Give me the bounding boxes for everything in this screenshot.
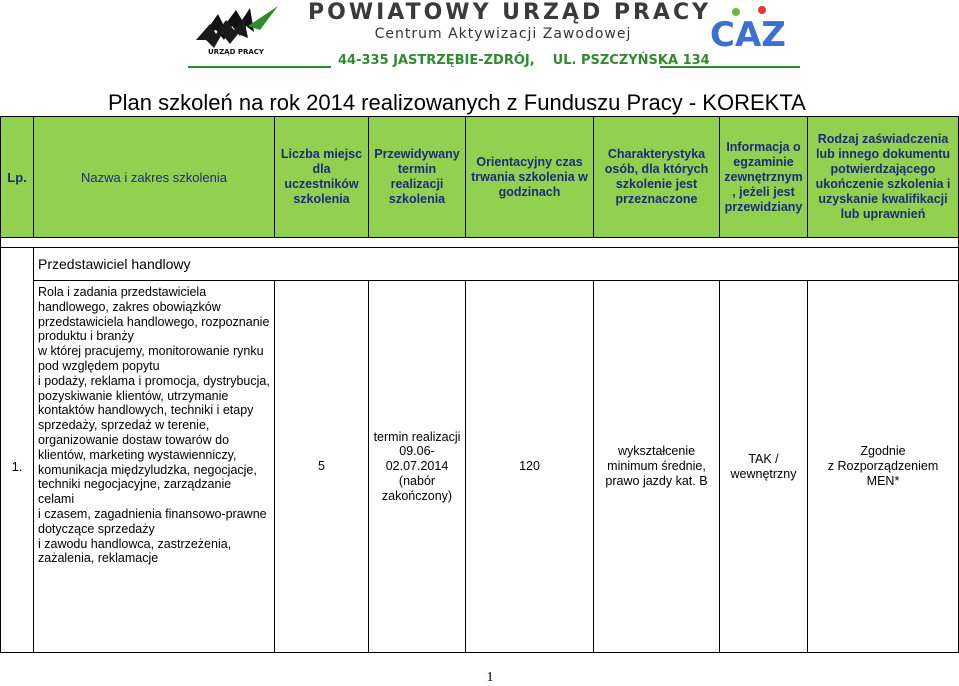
address	[338, 53, 710, 68]
letterhead	[0, 0, 959, 90]
document-line: Zgodnie	[860, 444, 906, 459]
row-hours: 120	[466, 281, 594, 653]
header-document: Rodzaj zaświadczenia lub innego dokumentu potwierdzającego ukończenie szkolenia i uzyskanie kwalifikacji lub uprawnień	[808, 117, 959, 238]
caz-logo	[700, 0, 800, 58]
desc-line: pozyskiwanie klientów, utrzymanie	[38, 388, 229, 403]
desc-line: Rola i zadania przedstawiciela	[38, 285, 207, 299]
desc-line: techniki negocjacyjne, zarządzanie celami	[38, 477, 232, 507]
header-lp: Lp.	[1, 117, 34, 238]
desc-line: klientów, marketing wystawienniczy,	[38, 447, 237, 462]
desc-line: handlowego, zakres obowiązków	[38, 299, 221, 314]
header-places: Liczba miejsc dla uczestników szkolenia	[275, 117, 369, 238]
row-exam	[720, 281, 808, 653]
address-street: UL. PSZCZYŃSKA 134	[552, 53, 710, 68]
logo-right-text: CAZ	[710, 15, 786, 55]
desc-line: i czasem, zagadnienia finansowo-prawne	[38, 506, 267, 521]
header-target: Charakterystyka osób, dla których szkolenie jest przeznaczone	[594, 117, 720, 238]
category-label: Przedstawiciel handlowy	[34, 248, 959, 281]
address-rule-right	[660, 66, 800, 68]
desc-line: i podaży, reklama i promocja, dystrybucja,	[38, 373, 270, 388]
desc-line: kontaktów handlowych, techniki i etapy	[38, 403, 254, 418]
page-number: 1	[486, 670, 494, 685]
header-name: Nazwa i zakres szkolenia	[34, 117, 275, 238]
desc-line: pod względem popytu	[38, 358, 160, 373]
desc-line: dotyczące sprzedaży	[38, 521, 155, 536]
desc-line: zażalenia, reklamacje	[38, 551, 159, 566]
desc-line: w której pracujemy, monitorowanie rynku	[38, 344, 264, 359]
exam-line: TAK /	[748, 451, 779, 466]
header-hours: Orientacyjny czas trwania szkolenia w godzinach	[466, 117, 594, 238]
term-line: termin realizacji	[373, 429, 461, 444]
address-rule-left	[188, 66, 331, 68]
desc-line: i zawodu handlowca, zastrzeżenia,	[38, 536, 232, 551]
term-line: (nabór	[398, 473, 436, 488]
target-line: minimum średnie,	[607, 459, 706, 474]
org-title: POWIATOWY URZĄD PRACY	[308, 0, 712, 25]
target-line: wykształcenie	[617, 444, 696, 459]
logo-left-text: URZĄD PRACY	[208, 48, 264, 56]
row-document	[808, 281, 959, 653]
desc-line: sprzedaży, sprzedaż w terenie,	[38, 418, 210, 433]
row-lp: 1.	[1, 281, 34, 653]
org-subtitle: Centrum Aktywizacji Zawodowej	[374, 26, 632, 42]
desc-line: organizowanie dostaw towarów do	[38, 432, 230, 447]
row-description	[34, 281, 275, 653]
plan-title: Plan szkoleń na rok 2014 realizowanych z Funduszu Pracy - KOREKTA	[108, 90, 806, 115]
header-exam: Informacja o egzaminie zewnętrznym , jeżeli jest przewidziany	[720, 117, 808, 238]
row-places: 5	[275, 281, 369, 653]
urzad-pracy-logo	[190, 4, 300, 58]
table-row	[1, 281, 959, 653]
document-line: z Rozporządzeniem	[827, 459, 939, 474]
category-lp	[1, 248, 34, 281]
desc-line: produktu i branży	[38, 329, 134, 344]
term-line: 02.07.2014	[385, 459, 449, 474]
desc-line: komunikacja międzyludzka, negocjacje,	[38, 462, 257, 477]
term-line: zakończony)	[381, 488, 453, 503]
row-target	[594, 281, 720, 653]
exam-line: wewnętrzny	[730, 466, 797, 481]
term-line: 09.06-	[399, 444, 435, 459]
row-term	[369, 281, 466, 653]
spacer-row	[1, 238, 959, 248]
document-line: MEN*	[866, 473, 900, 488]
training-plan-table	[0, 116, 959, 653]
header-term: Przewidywany termin realizacji szkolenia	[369, 117, 466, 238]
category-row	[1, 248, 959, 281]
target-line: prawo jazdy kat. B	[605, 473, 708, 488]
desc-line: przedstawiciela handlowego, rozpoznanie	[38, 314, 270, 329]
address-city: 44-335 JASTRZĘBIE-ZDRÓJ,	[338, 53, 535, 68]
